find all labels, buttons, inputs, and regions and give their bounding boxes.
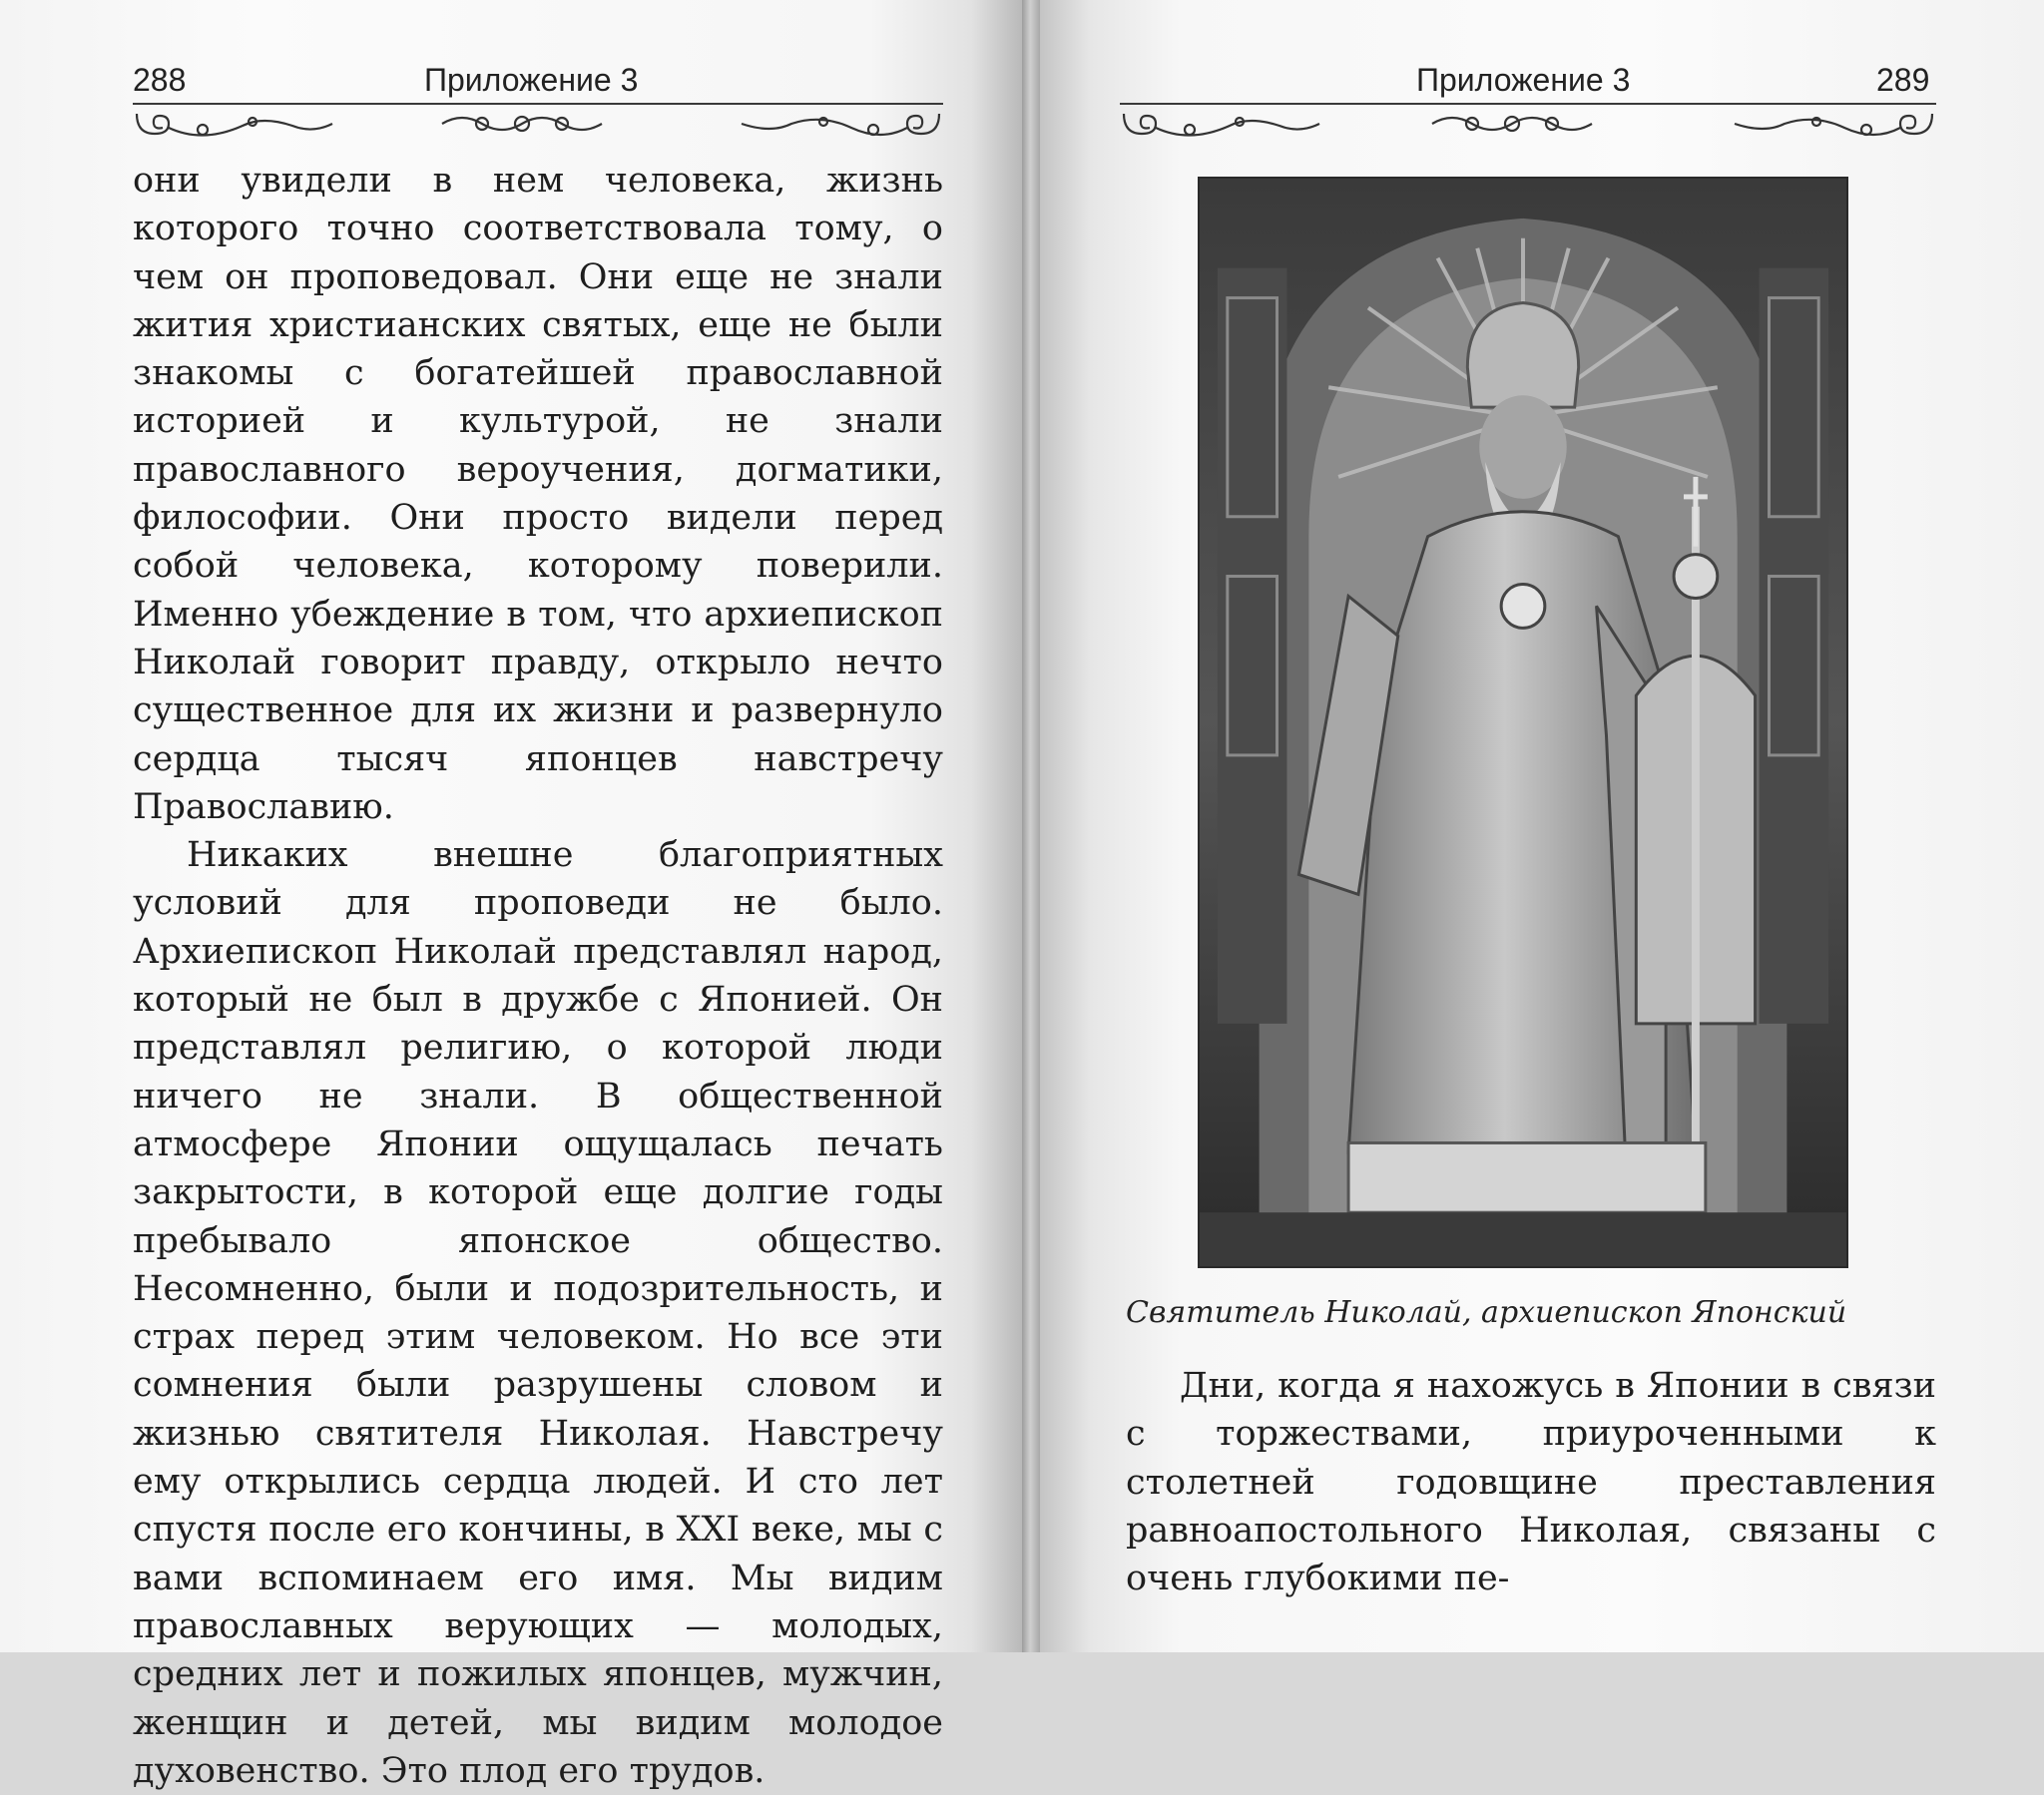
header-ornament-left xyxy=(133,104,943,152)
photo-illustration xyxy=(1200,179,1846,1266)
page-number-right: 289 xyxy=(1876,62,1930,98)
show-through-text xyxy=(1100,469,1111,517)
left-page xyxy=(0,0,1022,1791)
right-body-text xyxy=(1126,1362,1936,1602)
section-title-right: Приложение 3 xyxy=(1416,62,1631,98)
section-title-left: Приложение 3 xyxy=(424,62,639,98)
page-number-left: 288 xyxy=(133,62,187,98)
right-paragraph-1: Дни, когда я нахожусь в Японии в связи с торжествами, приуроченными к столетней годовщине преставления равноапостольного Николая, связаны с очень глубокими пе- xyxy=(1126,1366,1936,1599)
book-gutter xyxy=(1022,0,1040,1652)
right-running-head xyxy=(1040,58,2044,102)
archbishop-photograph xyxy=(1198,177,1848,1268)
left-running-head xyxy=(0,58,1022,102)
header-ornament-right xyxy=(1120,104,1936,152)
left-body-text xyxy=(133,157,943,1795)
left-paragraph-2: Никаких внешне благоприятных условий для проповеди не было. Архиепископ Николай представлял народ, который не был в дружбе с Японией. Он представлял религию, о которой люди ничего не знали. В общественной атмосфере Японии ощущалась печать закрытости, в которой еще долгие годы пребывало японское общество. Несомненно, были и подозрительность, и страх перед этим человеком. Но все эти сомнения были разрушены словом и жизнью святителя Николая. Навстречу ему открылись сердца людей. И сто лет спустя после его кончины, в XXI веке, мы с вами вспоминаем его имя. Мы видим православных верующих — молодых, средних лет и пожилых японцев, мужчин, женщин и детей, мы видим молодое духовенство. Это плод его трудов. xyxy=(133,835,943,1791)
figure-caption: Святитель Николай, архиепископ Японский xyxy=(1126,1295,1847,1330)
left-paragraph-1: они увидели в нем человека, жизнь которого точно соответствовала тому, о чем он проповедовал. Они еще не знали жития христианских святых, еще не были знакомы с богатейшей православной историей и культурой, не знали православного вероучения, догматики, философии. Они просто видели перед собой человека, которому поверили. Именно убеждение в том, что архиепископ Николай говорит правду, открыло нечто существенное для их жизни и развернуло сердца тысяч японцев навстречу Православию. xyxy=(133,161,943,827)
